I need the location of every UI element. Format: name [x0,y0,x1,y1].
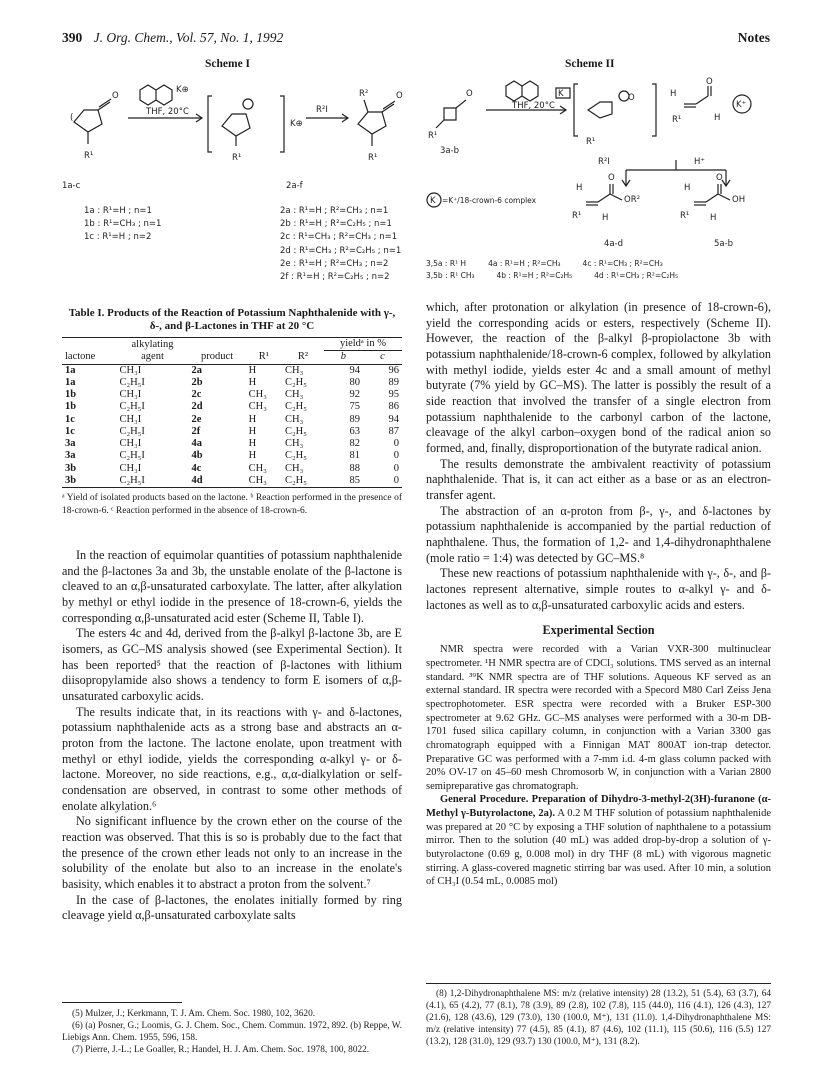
scheme-1-product-list [280,205,401,284]
table-row [62,401,402,413]
table-cell: C₂H₅I [119,450,145,462]
table-row [62,475,402,487]
table-cell: CH₃ [285,364,304,376]
table-cell: CH₃ [248,401,267,413]
table-cell: 3a [65,438,76,450]
table-1-footnote: ᵃ Yield of isolated products based on the lactone. ᵇ Reaction performed in the presence of 18-crown-6. ᶜ Reaction performed in the absence of 18-crown-6. [62,493,402,516]
table-cell: H [248,450,257,462]
svg-text:H: H [714,113,721,123]
page-number: 390 [62,30,83,45]
paragraph: In the reaction of equimolar quantities of potassium naphthalenide and the β-lactones 3a and 3b, the unstable enolate of the β-lactone is cleaved to an α,β-unsaturated carboxylate. The latter, after alkylation by methyl or ethyl iodide in the presence of 18-crown-6, yields the corresponding α,β-unsaturated acid ester (Scheme II, Table I). [62,548,402,625]
col-product: product [189,351,246,364]
table-cell: CH₃I [119,364,142,376]
table-cell: CH₃I [119,413,142,425]
scheme-2-legend [426,258,678,281]
table-cell: CH₃ [248,475,267,487]
table-cell: C₂H₅I [119,376,145,388]
table-cell: 89 [349,413,360,425]
table-cell: 87 [388,425,399,437]
svg-text:OH: OH [732,195,746,205]
table-cell: CH₃ [285,438,304,450]
legend-item: 3,5b : R¹ CH₃ [426,270,475,280]
table-cell: H [248,413,257,425]
left-references [62,1008,402,1056]
scheme-1-start-list [84,205,161,245]
table-cell: 3b [65,475,77,487]
condition-label: THF, 20°C [146,107,189,117]
enolate-ring [222,114,250,136]
table-cell: H [248,438,257,450]
table-row [62,389,402,401]
experimental-heading: Experimental Section [542,623,655,638]
table-cell: C₂H₅ [285,401,307,413]
table-cell: 89 [388,376,399,388]
table-cell: CH₃I [119,389,142,401]
right-column-text [426,300,771,889]
paragraph [426,793,771,888]
legend-item: 4d : R¹=CH₃ ; R²=C₂H₅ [594,270,679,280]
table-cell: 4d [191,475,203,487]
counterion-label: K⊕ [176,85,189,95]
table-cell: 95 [388,389,399,401]
start-item: 1b : R¹=CH₃ ; n=1 [84,219,162,230]
table-cell: 1c [65,425,75,437]
paragraph: NMR spectra were recorded with a Varian VXR-300 multinuclear spectrometer. ¹H NMR spectra are of CDCl₃ solutions. TMS served as an internal standard. ³⁹K NMR spectra are of THF solutions. Aqueous KF served as an external standard. IR spectra were recorded with a Specord M80 Carl Zeiss Jena spectrophotometer. ESR spectra were recorded with a Bruker ESP-300 spectrometer at 9.62 GHz. GC–MS analyses were performed with a 30-m DB-1701 fused silica capillary column, in conjunction with a Varian 3300 gas chromatograph equipped with a Finnigan MAT 800AT ion-trap detector. Preparative GC was performed with a 7-mm i.d. 4-m glass column packed with 20% OV-17 on 45–60 mesh Chromosorb W, in conjunction with a Varian 2800 semipreparative gas chromatograph. [426,644,771,792]
product-item: 2e : R¹=H ; R²=CH₃ ; n=2 [280,258,389,269]
col-b: b [324,351,363,364]
paragraph: The results indicate that, in its reactions with γ- and δ-lactones, potassium naphthalenide acts as a strong base and abstracts an α-proton from the lactone. The lactone enolate, upon treatment with methyl or ethyl iodide, yields the corresponding α-alkyl γ- or δ-lactone. Moreover, no side reactions, e.g., α,α-dialkylation or self-condensation are observed, in contrast to some other methods of enolate alkylation.⁶ [62,704,402,813]
table-1-caption: Table I. Products of the Reaction of Potassium Naphthalenide with γ-, δ-, and β-Lactones in THF at 20 °C [68,307,396,333]
table-cell: C₂H₅ [285,376,307,388]
paragraph: No significant influence by the crown ether on the course of the reaction was observed. That this is so is probably due to the fact that the presence of the crown ether leads not only to an increase in the solubility of the enolate but also to an increase in the enolate's basisity, which enables it to abstract a proton from the solvent.⁷ [62,814,402,892]
table-row [62,414,402,426]
table-cell: 0 [393,475,399,487]
table-cell: 94 [349,364,360,376]
svg-text:O: O [608,173,615,183]
procedure-body: A 0.2 M THF solution of potassium naphthalenide was prepared at 20 °C by exposing a THF solution of naphthalene to a potassium mirror. Then to the solution (40 mL) was added drop-by-drop a solution of γ-butyrolactone (0.69 g, 0.008 mol) in dry THF (8 mL) with vigorous magnetic stirring. A glass-covered magnetic stirring bar was used. After 10 min, a solution of CH₃I (0.54 mL, 0.0085 mol) [426,808,771,888]
scheme-1-start-label: 1a-c [62,181,81,191]
svg-text:R¹: R¹ [586,137,596,147]
scheme-1-product-label: 2a-f [286,181,303,191]
col-r1: R¹ [246,351,282,364]
table-cell: C₂H₅I [119,475,145,487]
product-item: 2b : R¹=H ; R²=C₂H₅ ; n=1 [280,219,392,230]
lactone-ring-1 [74,110,102,132]
reagent-label: R²I [316,105,328,115]
table-cell: 86 [388,401,399,413]
table-cell: C₂H₅I [119,425,145,437]
table-cell: 1b [65,389,77,401]
table-cell: 82 [349,438,360,450]
svg-text:R¹: R¹ [680,211,690,221]
paragraph: The esters 4c and 4d, derived from the β-alkyl β-lactone 3b, are E isomers, as GC–MS analysis showed (see Experimental Section). It has been reported⁵ that the reaction of β-lactones with lithium diisopropylamide also shows a tendency to form E isomers of α,β-unsaturated carboxylic acids. [62,626,402,704]
svg-text:H: H [684,183,691,193]
svg-text:R¹: R¹ [84,151,94,161]
scheme-2-condition: THF, 20°C [512,101,555,111]
table-cell: 2a [191,364,203,376]
table-cell: H [248,376,257,388]
table-cell: C₂H₅ [285,475,307,487]
svg-text:K: K [558,89,564,99]
table-cell: 0 [393,462,399,474]
scheme-2-ester-label: 4a-d [604,239,624,249]
table-cell: 96 [388,364,399,376]
start-item: 1a : R¹=H ; n=1 [84,206,152,216]
scheme-2-start-label: 3a-b [440,146,460,156]
table-cell: 63 [349,425,360,437]
paragraph: The abstraction of an α-proton from β-, γ-, and δ-lactones by potassium naphthalenide is accompanied by the partial reduction of naphthalene. Thus, the formation of 1,2- and 1,4-dihydronaphthalene (mole ratio = 1:4) was detected by GC–MS.⁸ [426,503,771,565]
table-cell: 75 [349,401,360,413]
table-cell: 85 [349,475,360,487]
col-agent: agent [117,351,189,364]
beta-lactone-ring [444,108,456,120]
svg-text:H: H [602,213,609,223]
scheme-2-complex-label: =K⁺/18-crown-6 complex [442,196,537,205]
product-item: 2d : R¹=CH₃ ; R²=C₂H₅ ; n=1 [280,245,402,256]
scheme-2-reagent-right: H⁺ [694,157,705,167]
svg-text:R²: R² [359,89,369,99]
svg-text:O: O [466,89,473,99]
col-alkylating: alkylating [131,338,174,350]
col-c: c [363,351,402,364]
table-cell: CH₃ [285,462,304,474]
table-cell: 3b [65,462,77,474]
table-row [62,450,402,462]
table-cell: CH₃ [285,389,304,401]
svg-text:O: O [706,77,713,87]
naphthalene-2 [506,81,538,101]
svg-text:O: O [716,173,723,183]
scheme-1-title: Scheme I [205,58,251,70]
table-cell: 94 [388,413,399,425]
running-header [62,30,770,46]
reference: (5) Mulzer, J.; Kerkmann, T. J. Am. Chem. Soc. 1980, 102, 3620. [72,1009,316,1019]
table-cell: C₂H₅ [285,450,307,462]
paragraph: The results demonstrate the ambivalent reactivity of potassium naphthalenide. That is, it can act either as a base or as an electron-transfer agent. [426,456,771,503]
col-lactone: lactone [62,351,117,364]
naphthalene-1 [140,85,172,105]
left-column-text [62,548,402,924]
table-cell: 80 [349,376,360,388]
start-item: 1c : R¹=H ; n=2 [84,232,152,243]
table-cell: 2f [191,425,201,437]
svg-text:H: H [576,183,583,193]
table-cell: 2b [191,376,203,388]
col-r2: R² [282,351,324,364]
svg-text:O: O [112,91,119,101]
table-cell: 0 [393,450,399,462]
reference: (7) Pierre, J.-L.; Le Goaller, R.; Handel, H. J. Am. Chem. Soc. 1978, 100, 8022. [72,1045,370,1056]
svg-text:OR²: OR² [624,195,641,205]
scheme-1-drawing [62,74,412,174]
footnote-rule [426,983,771,984]
experimental-text [426,643,771,889]
svg-text:R¹: R¹ [368,153,378,163]
table-cell: CH₃ [285,413,304,425]
svg-text:R¹: R¹ [428,131,438,141]
legend-item: 3,5a : R¹ H [426,259,467,268]
counterion-label-2: K⊕ [290,119,303,129]
reference: (8) 1,2-Dihydronaphthalene MS: m/z (relative intensity) 28 (13.2), 51 (5.4), 63 (3.7), 64 (4.1), 65 (4.2), 77 (8.1), 78 (3.9), 89 (2.8), 102 (7.8), 115 (44.0), 116 (4.1), 126 (4.3), 127 (21.6), 128 (43.6), 129 (73.0), 130 (100.0, M⁺), 131 (11.0). 1,4-Dihydronaphthalene MS: m/z (relative intensity) 77 (4.5), 85 (4.1), 87 (4.6), 102 (11.1), 115 (50.6), 116 (5.5) 127 (13.2), 128 (31.0), 129 (93.7) 130 (100.0, M⁺), 131 (8.2). [426,989,771,1048]
table-cell: 1b [65,401,77,413]
table-cell: 0 [393,438,399,450]
table-row [62,438,402,450]
table-cell: 1a [65,364,76,376]
table-cell: H [248,364,257,376]
table-row [62,463,402,475]
legend-item: 4c : R¹=CH₃ ; R²=CH₃ [582,259,663,268]
table-cell: 2d [191,401,203,413]
svg-text:(: ( [70,113,74,123]
paragraph: In the case of β-lactones, the enolates initially formed by ring cleavage yield α,β-unsaturated carboxylate salts [62,892,402,923]
product-ring [358,112,386,134]
table-cell: H [248,425,257,437]
table-cell: 1a [65,376,76,388]
table-cell: 92 [349,389,360,401]
col-yield: yieldᵃ in % [324,338,402,351]
table-cell: 2c [191,389,202,401]
legend-item: 4a : R¹=H ; R²=CH₃ [488,259,561,268]
table-cell: 4b [191,450,203,462]
table-cell: C₂H₅ [285,425,307,437]
table-cell: CH₃ [248,462,267,474]
svg-text:K⁺: K⁺ [736,100,747,110]
table-cell: 1c [65,413,75,425]
svg-text:O: O [628,93,635,103]
product-item: 2f : R¹=H ; R²=C₂H₅ ; n=2 [280,271,390,282]
svg-text:K: K [430,196,436,206]
table-cell: 4a [191,438,203,450]
table-cell: 81 [349,450,360,462]
journal-citation: J. Org. Chem., Vol. 57, No. 1, 1992 [93,30,284,45]
table-row [62,364,402,377]
svg-text:H: H [710,213,717,223]
table-cell: 2e [191,413,202,425]
scheme-2-title: Scheme II [565,58,615,70]
footnote-rule [62,1002,182,1003]
procedure-heading: General Procedure. Preparation of Dihydro-3-methyl-2(3H)-furanone (α-Methyl γ-Butyrolactone, 2a). [426,794,771,820]
table-cell: CH₃I [119,462,142,474]
scheme-2-acid-label: 5a-b [714,239,734,249]
paragraph: These new reactions of potassium naphthalenide with γ-, δ-, and β-lactones represent alternative, simple routes to α-alkyl γ- and δ-lactones as well as to α,β-unsaturated carboxylic acids and esters. [426,566,771,612]
product-item: 2a : R¹=H ; R²=CH₃ ; n=1 [280,206,389,216]
section-label: Notes [737,30,770,45]
reference: (6) (a) Posner, G.; Loomis, G. J. Chem. Soc., Chem. Commun. 1972, 892. (b) Reppe, W. Liebigs Ann. Chem. 1955, 596, 158. [62,1021,402,1044]
table-1 [62,338,402,487]
svg-text:H: H [670,89,677,99]
table-cell: 3a [65,450,76,462]
svg-text:R¹: R¹ [672,115,682,125]
table-cell: C₂H₅I [119,401,145,413]
table-row [62,377,402,389]
table-cell: CH₃ [248,389,267,401]
table-cell: 4c [191,462,202,474]
svg-text:R¹: R¹ [572,211,582,221]
table-row [62,426,402,438]
svg-text:R¹: R¹ [232,153,242,163]
right-references [426,988,771,1048]
svg-text:O: O [396,91,403,101]
table-1-block [62,307,402,517]
scheme-2-reagent-left: R²I [598,157,610,167]
paragraph: which, after protonation or alkylation (in presence of 18-crown-6), yield the corresponding acids or esters, respectively (Scheme II). However, the reaction of the β-alkyl β-propiolactone 3b with potassium naphthalenide/18-crown-6 complex, followed by alkylation with methyl iodide, yields ester 4c and a small amount of methyl butyrate (7% yield by GC–MS). The latter is possibly the result of a side reaction that involved the transfer of a single electron from potassium naphthalenide to the carbonyl carbon of the lactone, cleavage of the alkyl carbon–oxygen bond of the radical anion so formed, and, finally, disproportionation of the butyrate radical anion. [426,300,771,456]
table-cell: CH₃I [119,438,142,450]
table-cell: 88 [349,462,360,474]
legend-item: 4b : R¹=H ; R²=C₂H₅ [496,270,573,280]
product-item: 2c : R¹=CH₃ ; R²=CH₃ ; n=1 [280,232,398,243]
